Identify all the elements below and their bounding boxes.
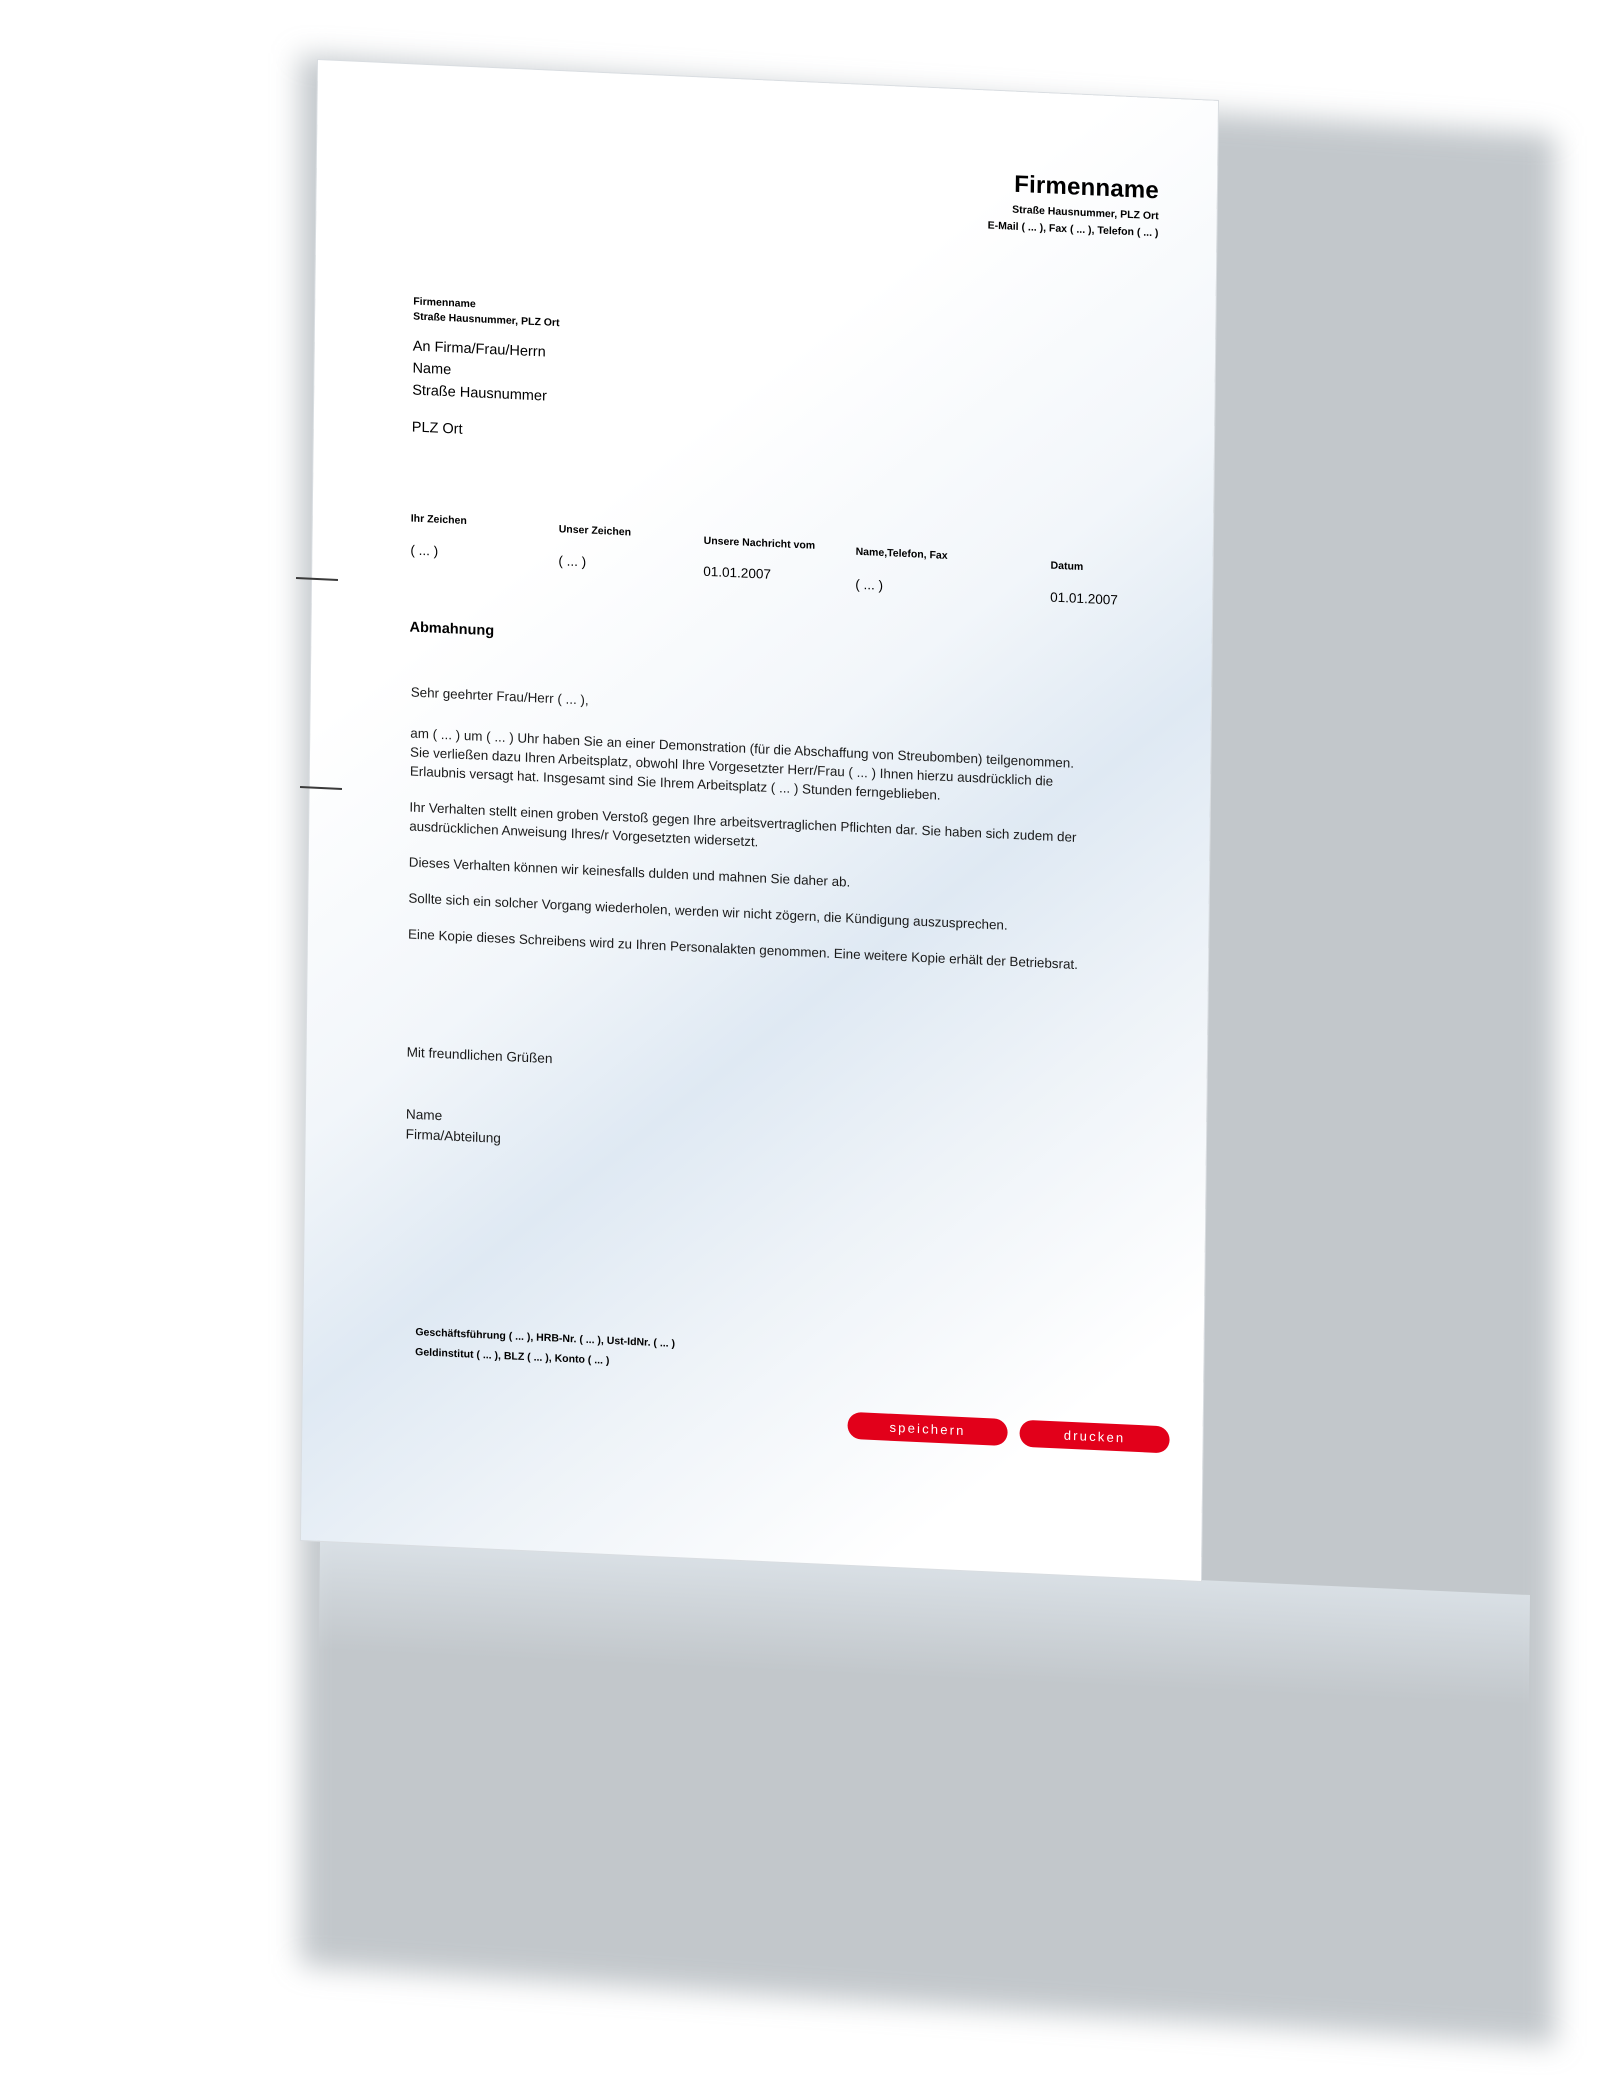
letter-page [301, 60, 1218, 1581]
body-paragraph-5: Eine Kopie dieses Schreibens wird zu Ihren Personalakten genommen. Eine weitere Kopie erhält der Betriebsrat. [407, 926, 1078, 973]
return-address-company: Firmenname [413, 295, 476, 311]
return-address [413, 294, 560, 331]
footer-line-bank: Geldinstitut ( ... ), BLZ ( ... ), Konto ( ... ) [415, 1346, 610, 1367]
recipient-city: PLZ Ort [411, 419, 463, 439]
body-paragraph-3: Dieses Verhalten können wir keinesfalls dulden und mahnen Sie daher ab. [408, 854, 851, 890]
signer-block [406, 1105, 502, 1149]
save-button[interactable]: speichern [847, 1412, 1007, 1446]
signer-name: Name [405, 1106, 443, 1124]
reference-value-unser-zeichen: ( ... ) [558, 553, 587, 570]
reference-value-nachricht-vom: 01.01.2007 [703, 563, 771, 582]
footer-line-management: Geschäftsführung ( ... ), HRB-Nr. ( ... ), Ust-IdNr. ( ... ) [415, 1326, 676, 1350]
page-footer [415, 1323, 675, 1375]
reference-value-ihr-zeichen: ( ... ) [410, 542, 439, 559]
reference-header-nachricht-vom: Unsere Nachricht vom [703, 534, 816, 552]
reference-value-datum: 01.01.2007 [1050, 589, 1118, 608]
letter-content [301, 60, 1218, 1581]
reference-header-datum: Datum [1050, 559, 1084, 574]
body-greeting: Sehr geehrter Frau/Herr ( ... ), [410, 684, 589, 708]
return-address-street: Straße Hausnummer, PLZ Ort [413, 310, 560, 330]
body-paragraph-1: am ( ... ) um ( ... ) Uhr haben Sie an einer Demonstration (für die Abschaffung von Streubomben) teilgenommen. Sie verließen dazu Ihren Arbeitsplatz, obwohl Ihre Vorgesetzter Herr/Frau ( ... ) Ihnen hierzu ausdrücklich die Erlaubnis versagt hat. Insgesamt sind Sie Ihrem Arbeitsplatz ( ... ) Stunden ferngeblieben. [409, 725, 1075, 803]
recipient-block [412, 336, 548, 445]
letterhead [738, 159, 1159, 240]
letterhead-contact: E-Mail ( ... ), Fax ( ... ), Telefon ( ... ) [987, 219, 1159, 239]
signer-department: Firma/Abteilung [405, 1126, 501, 1146]
body-paragraph-4: Sollte sich ein solcher Vorgang wiederholen, werden wir nicht zögern, die Kündigung auszusprechen. [408, 890, 1008, 934]
letter-body [408, 683, 1091, 992]
letterhead-address: Straße Hausnummer, PLZ Ort [1012, 204, 1159, 223]
print-button[interactable]: drucken [1019, 1420, 1169, 1454]
closing-phrase: Mit freundlichen Grüßen [406, 1044, 553, 1067]
recipient-salutation-line: An Firma/Frau/Herrn [412, 338, 546, 361]
reference-table [410, 512, 1131, 608]
recipient-name: Name [412, 360, 452, 378]
reference-header-ihr-zeichen: Ihr Zeichen [410, 512, 467, 528]
reference-value-name-telefon-fax: ( ... ) [855, 576, 884, 593]
letter-subject: Abmahnung [409, 619, 495, 640]
recipient-street: Straße Hausnummer [412, 381, 547, 405]
body-paragraph-2: Ihr Verhalten stellt einen groben Verstoß gegen Ihre arbeitsvertraglichen Pflichten dar. Sie haben sich zudem der ausdrücklichen Anweisung Ihres/r Vorgesetzten widersetzt. [409, 799, 1077, 850]
reference-header-name-telefon-fax: Name,Telefon, Fax [855, 545, 948, 562]
letterhead-company-name: Firmenname [1014, 170, 1160, 205]
reference-header-unser-zeichen: Unser Zeichen [558, 523, 632, 539]
action-buttons [847, 1412, 1177, 1461]
